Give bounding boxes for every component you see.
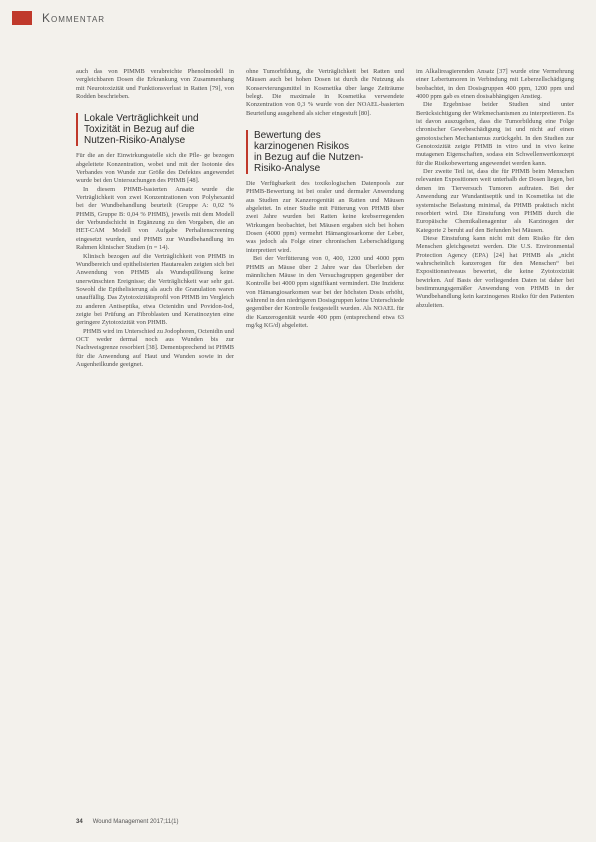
paragraph: In diesem PHMB-basierten Ansatz wurde die Verträglichkeit von zwei Konzentrationen von Polyhexanid bei der Wundbehandlung beurteilt (Gruppe A: 0,02 % PHMB, Gruppe B: 0,04 % PHMB), jeweils mit dem Modell der Verbundschicht in Ergänzung zu den Vorgaben, die an HET-CAM Modell von Aufgabe Perhaltenscreening eingesetzt wurden, und PHMB zur Wundbehandlung im Rahmen klinischer Studien (n = 14). [76, 185, 234, 252]
article-columns [76, 68, 574, 813]
paragraph: Der zweite Teil ist, dass die für PHMB beim Menschen relevanten Expositionen weit unterhalb der Dosen liegen, bei denen im Tierversuch Tumoren auftraten. Bei der Anwendung zur Wundantiseptik und in Kosmetika ist die systemische Belastung minimal, da PHMB praktisch nicht resorbiert wird. Die Einstufung von PHMB durch die Europäische Chemikalienagentur als Karzinogen der Kategorie 2 beruht auf den Befunden bei Mäusen. [416, 168, 574, 234]
paragraph: PHMB wird im Unterschied zu Jodophoren, Octenidin und OCT weder dermal noch aus Wunden bis zur Nachweisgrenze resorbiert [38]. Dementsprechend ist PHMB für die Anwendung auf Haut und Wunden sowie in der Augenheilkunde geeignet. [76, 327, 234, 368]
section-heading-line: karzinogenen Risikos [254, 141, 350, 153]
paragraph: ohne Tumorbildung, die Verträglichkeit bei Ratten und Mäusen auch bei hohen Dosen ist durch die Nutzung als Konservierungsmittel in Kosmetika über lange Zeiträume belegt. Die maximale in Kosmetika verwendete Konzentration von 0,3 % wurde von der NOAEL-basierten Beurteilung ausgehend als sicher eingestuft [80]. [246, 68, 404, 117]
section-color-bar [12, 11, 32, 25]
paragraph: auch das von PIMMB verabreichte Phenolmodell in vergleichbaren Dosen die Erkrankung von Zusammenhang mit Neurotoxizität und Funktionsverlust in Ratten [79], von Rodden beschrieben. [76, 68, 234, 101]
page-footer [76, 819, 179, 825]
paragraph: Bei der Verfütterung von 0, 400, 1200 und 4000 ppm PHMB an Mäuse über 2 Jahre war das Überleben der männlichen Mäuse in den Versuchsgruppen gegenüber der Kontrolle bei 4000 ppm signifikant vermindert. Die Inzidenz von Hämangiosarkomen war bei der höchsten Dosis erhöht, während in den niedrigeren Dosisgruppen keine Unterschiede gegenüber der Kontrolle festgestellt wurden. Als NOAEL für die Kanzerogenität wurde 400 ppm (entsprechend etwa 63 mg/kg KG/d) abgeleitet. [246, 255, 404, 329]
paragraph: Die Verfügbarkeit des toxikologischen Datenpools zur PHMB-Bewertung ist bei oraler und dermaler Anwendung aus Studien zur Kanzerogenität an Ratten und Mäusen abgeleitet. In einer Studie mit Fütterung von PHMB über zwei Jahre wurden bei Ratten keine krebserregenden Wirkungen beobachtet, bei Mäusen ergaben sich bei hohen Dosen (4000 ppm) vermehrt Hämangiosarkome der Leber, was jedoch als Folge einer chronischen Leberschädigung interpretiert wird. [246, 180, 404, 254]
page-number: 34 [76, 819, 83, 825]
section-heading-line: Lokale Verträglichkeit und [84, 113, 199, 125]
paragraph: Für die an der Einwirkungsstelle sich die Pfle- ge bezogen abgeleitete Konzentration, wobei und mit der Isotonie des Verbandes von Wunde zur Größe des Defektes angewendet wurde bei den Untersuchungen des PHMB [48]. [76, 152, 234, 185]
section-heading [246, 130, 404, 174]
section-heading-line: in Bezug auf die Nutzen- [254, 152, 364, 164]
section-label: Kommentar [42, 11, 106, 25]
section-heading [76, 113, 234, 146]
column-2 [246, 68, 404, 813]
paragraph: Klinisch bezogen auf die Verträglichkeit von PHMB in Wundbereich und epithelisierten Hautarealen zeigten sich bei Anwendung von PHMB als Wundspüllösung keine unerwünschten Ereignisse; die Verträglichkeit war sehr gut. Sowohl die Epithelisierung als auch die Granulation waren unauffällig. Das Zytotoxizitätsprofil von PHMB im Vergleich zu anderen Antiseptika, etwa Octenidin und Povidon-Iod, zeigte bei Prüfung an Fibroblasten und Keratinozyten eine geringere Zytotoxizität von PHMB. [76, 252, 234, 327]
paragraph: im Alkalireagierenden Ansatz [37] wurde eine Vermehrung einer Lebertumoren in Verbindung mit Leberzellschädigung beobachtet, in den Dosisgruppen 400 ppm, 1200 ppm und 4000 ppm gab es einen dosisabhängigen Anstieg. [416, 68, 574, 101]
column-3 [416, 68, 574, 813]
paragraph: Die Ergebnisse beider Studien sind unter Berücksichtigung der Wirkmechanismen zu interpretieren. Es ist davon auszugehen, dass die Tumorbildung eine Folge chronischer Gewebeschädigung ist und nicht auf einen genotoxischen Mechanismus zurückgeht. In den Studien zur Genotoxizität zeigte PHMB in vitro und in vivo keine mutagenen Eigenschaften, sodass ein Schwellenwertkonzept für die Risikobewertung angewendet werden kann. [416, 101, 574, 167]
section-heading-line: Nutzen-Risiko-Analyse [84, 135, 186, 147]
section-heading-line: Risiko-Analyse [254, 163, 321, 175]
journal-citation: Wound Management 2017;11(1) [92, 819, 179, 825]
column-1 [76, 68, 234, 813]
section-heading-line: Bewertung des [254, 130, 321, 142]
section-heading-line: Toxizität in Bezug auf die [84, 124, 195, 136]
page-header [12, 9, 105, 27]
paragraph: Diese Einstufung kann nicht mit dem Risiko für den Menschen gleichgesetzt werden. Die U.S. Environmental Protection Agency (EPA) [24] hat PHMB als „nicht wahrscheinlich kanzerogen für den Menschen“ bei Expositionsniveaus bewertet, die keine Zytotoxizität bewirken. Auf Basis der vorliegenden Daten ist daher bei bestimmungsgemäßer Anwendung von PHMB in der Wundbehandlung kein karzinogenes Risiko für den Patienten abzuleiten. [416, 234, 574, 309]
